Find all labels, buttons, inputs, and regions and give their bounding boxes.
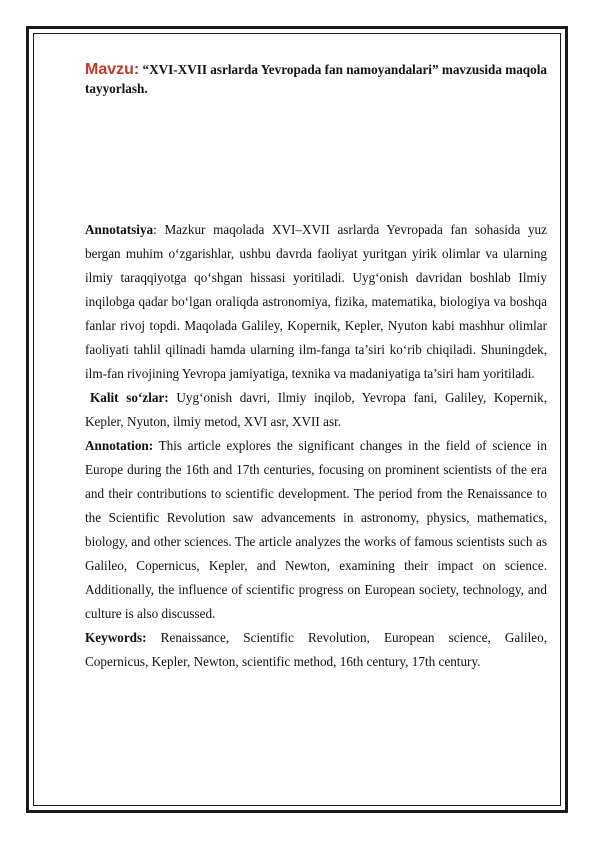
annotation-paragraph	[85, 434, 547, 626]
kalit-sozlar-paragraph	[85, 386, 547, 434]
kalit-sozlar-text: Uyg‘onish davri, Ilmiy inqilob, Yevropa fani, Galiley, Kopernik, Kepler, Nyuton, ilmiy metod, XVI asr, XVII asr.	[85, 390, 547, 429]
keywords-paragraph	[85, 626, 547, 674]
kalit-sozlar-label: Kalit so‘zlar:	[90, 390, 169, 405]
annotation-text: This article explores the significant changes in the field of science in Europe during the 16th and 17th centuries, focusing on prominent scientists of the era and their contributions to scientific development. The period from the Renaissance to the Scientific Revolution saw advancements in astronomy, physics, mathematics, biology, and other sciences. The article analyzes the works of famous scientists such as Galileo, Copernicus, Kepler, and Newton, examining their impact on science. Additionally, the influence of scientific progress on European society, technology, and culture is also discussed.	[85, 438, 547, 621]
topic-label: Mavzu:	[85, 61, 140, 78]
annotatsiya-label: Annotatsiya	[85, 222, 154, 237]
annotation-label: Annotation:	[85, 438, 154, 453]
annotatsiya-paragraph	[85, 218, 547, 386]
topic-text: “XVI-XVII asrlarda Yevropada fan namoyandalari” mavzusida maqola tayyorlash.	[85, 62, 547, 96]
document-body	[85, 60, 547, 674]
topic-heading	[85, 60, 547, 98]
blank-space	[85, 98, 547, 218]
keywords-label: Keywords:	[85, 630, 147, 645]
keywords-text: Renaissance, Scientific Revolution, European science, Galileo, Copernicus, Kepler, Newton, scientific method, 16th century, 17th century.	[85, 630, 547, 669]
annotatsiya-text: : Mazkur maqolada XVI–XVII asrlarda Yevropada fan sohasida yuz bergan muhim o‘zgarishlar, ushbu davrda faoliyat yuritgan yirik olimlar va ularning ilmiy taraqqiyotga qo‘shgan hissasi yoritiladi. Uyg‘onish davridan boshlab Ilmiy inqilobga qadar bo‘lgan oraliqda astronomiya, fizika, matematika, biologiya va boshqa fanlar rivoj topdi. Maqolada Galiley, Kopernik, Kepler, Nyuton kabi mashhur olimlar faoliyati tahlil qilinadi hamda ularning ilm-fanga ta’siri ko‘rib chiqiladi. Shuningdek, ilm-fan rivojining Yevropa jamiyatiga, texnika va madaniyatiga ta’siri ham yoritiladi.	[85, 222, 547, 381]
